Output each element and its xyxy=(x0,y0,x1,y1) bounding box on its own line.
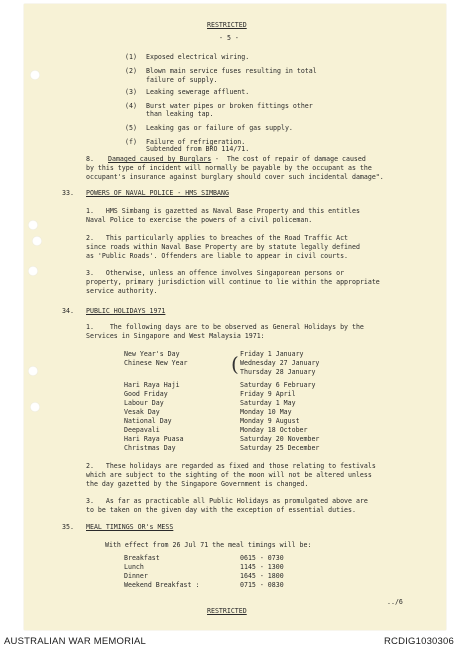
section-title: MEAL TIMINGS OR's MESS xyxy=(86,523,174,531)
section-number: 34. xyxy=(62,307,74,315)
para-text: 1. The following days are to be observed as General Holidays by the xyxy=(86,323,364,331)
holiday-name: Good Friday xyxy=(124,390,168,398)
holiday-date: Thursday 28 January xyxy=(240,368,316,376)
meal-time: 0615 - 0730 xyxy=(240,554,284,562)
para-text: 1. HMS Simbang is gazetted as Naval Base Property and this entitles xyxy=(86,207,360,215)
archive-id: RCDIG1030306 xyxy=(384,636,454,647)
meal-time: 0715 - 0830 xyxy=(240,581,284,589)
list-num: (4) xyxy=(125,102,137,110)
list-num: (2) xyxy=(125,67,137,75)
list-num: (5) xyxy=(125,124,137,132)
holiday-name: Vesak Day xyxy=(124,408,160,416)
para-text: which are subject to the sighting of the moon will not be altered unless xyxy=(86,471,372,479)
punch-hole xyxy=(28,266,38,276)
holiday-date: Saturday 20 November xyxy=(240,435,320,443)
list-num: (f) xyxy=(125,138,137,146)
section-title: POWERS OF NAVAL POLICE - HMS SIMBANG xyxy=(86,189,229,197)
punch-hole xyxy=(28,220,38,230)
continuation-mark: ../6 xyxy=(387,598,403,606)
meal-name: Lunch xyxy=(124,563,144,571)
para-text: 2. These holidays are regarded as fixed and those relating to festivals xyxy=(86,462,376,470)
holiday-name: Deepavali xyxy=(124,426,160,434)
list-num: (3) xyxy=(125,88,137,96)
list-item: Burst water pipes or broken fittings other xyxy=(146,102,313,110)
classification-footer: RESTRICTED xyxy=(207,607,247,615)
punch-hole xyxy=(30,402,40,412)
list-num: (1) xyxy=(125,53,137,61)
holiday-name: Chinese New Year xyxy=(124,359,188,367)
para-text: since roads within Naval Base Property are by statute legally defined xyxy=(86,243,360,251)
meal-name: Weekend Breakfast : xyxy=(124,581,200,589)
page-number: - 5 - xyxy=(219,34,239,42)
list-item: Subtended from BRO 114/71. xyxy=(146,145,250,153)
list-item: Leaking gas or failure of gas supply. xyxy=(146,124,293,132)
list-item: failure of supply. xyxy=(146,76,218,84)
para-text: as 'Public Roads'. Offenders are liable to appear in civil courts. xyxy=(86,252,349,260)
holiday-date: Monday 9 August xyxy=(240,417,300,425)
meal-name: Dinner xyxy=(124,572,148,580)
holiday-name: Hari Raya Puasa xyxy=(124,435,184,443)
holiday-name: New Year's Day xyxy=(124,350,180,358)
list-item: Blown main service fuses resulting in total xyxy=(146,67,317,75)
para-text: Services in Singapore and West Malaysia 1971: xyxy=(86,332,265,340)
holiday-date: Monday 10 May xyxy=(240,408,292,416)
holiday-name: Hari Raya Haji xyxy=(124,381,180,389)
meal-time: 1145 - 1300 xyxy=(240,563,284,571)
list-item: Failure of refrigeration. xyxy=(146,138,246,146)
brace-mark: ( xyxy=(231,352,239,376)
holiday-name: National Day xyxy=(124,417,172,425)
holiday-name: Labour Day xyxy=(124,399,164,407)
para-text: the day gazetted by the Singapore Government is changed. xyxy=(86,480,309,488)
para-text: by this type of incident will normally be payable by the occupant as the xyxy=(86,164,372,172)
holiday-date: Saturday 1 May xyxy=(240,399,296,407)
para-text: 3. Otherwise, unless an offence involves Singaporean persons or xyxy=(86,269,345,277)
holiday-date: Friday 1 January xyxy=(240,350,304,358)
document-page xyxy=(24,4,446,630)
holiday-date: Saturday 6 February xyxy=(240,381,316,389)
para-text: - The cost of repair of damage caused xyxy=(211,155,366,163)
classification-header: RESTRICTED xyxy=(207,21,247,29)
meal-time: 1645 - 1800 xyxy=(240,572,284,580)
para-title: Damaged caused by Burglars xyxy=(108,155,212,163)
archive-credit: AUSTRALIAN WAR MEMORIAL xyxy=(4,636,147,647)
para-text: service authority. xyxy=(86,287,158,295)
punch-hole xyxy=(28,366,38,376)
para-text: Naval Police to exercise the powers of a civil policeman. xyxy=(86,216,313,224)
section-number: 33. xyxy=(62,189,74,197)
para-text: occupant's insurance against burglary should cover such incidental damage". xyxy=(86,173,384,181)
para-text: With effect from 26 Jul 71 the meal timings will be: xyxy=(105,541,312,549)
para-text: 3. As far as practicable all Public Holidays as promulgated above are xyxy=(86,497,368,505)
holiday-date: Wednesday 27 January xyxy=(240,359,320,367)
para-text: 2. This particularly applies to breaches of the Road Traffic Act xyxy=(86,234,349,242)
section-title: PUBLIC HOLIDAYS 1971 xyxy=(86,307,166,315)
para-text: property, primary jurisdiction will continue to lie within the appropriate xyxy=(86,278,380,286)
para-text: to be taken on the given day with the exception of essential duties. xyxy=(86,506,356,514)
holiday-name: Christmas Day xyxy=(124,444,176,452)
punch-hole xyxy=(30,70,40,80)
list-item: Exposed electrical wiring. xyxy=(146,53,250,61)
holiday-date: Friday 9 April xyxy=(240,390,296,398)
punch-hole xyxy=(32,236,42,246)
section-number: 35. xyxy=(62,523,74,531)
holiday-date: Saturday 25 December xyxy=(240,444,320,452)
list-item: Leaking sewerage affluent. xyxy=(146,88,250,96)
holiday-date: Monday 18 October xyxy=(240,426,308,434)
para-number: 8. xyxy=(86,155,94,163)
list-item: than leaking tap. xyxy=(146,110,214,118)
meal-name: Breakfast xyxy=(124,554,160,562)
